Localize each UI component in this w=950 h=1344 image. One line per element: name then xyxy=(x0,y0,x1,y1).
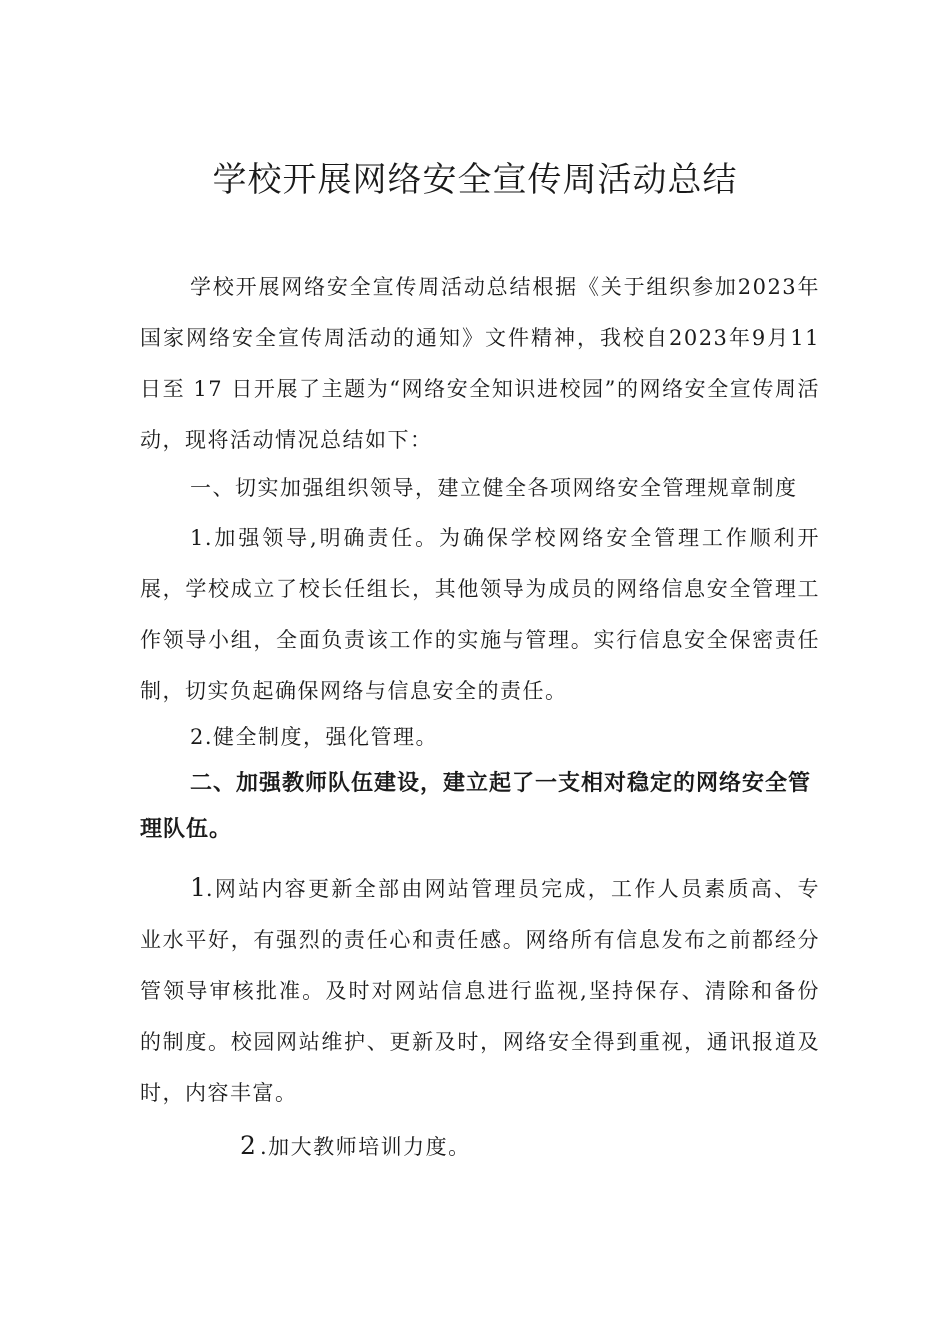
section2-item1-number: 1 xyxy=(190,873,206,902)
document-title: 学校开展网络安全宣传周活动总结 xyxy=(212,160,738,200)
section2-item2-text: .加大教师培训力度。 xyxy=(260,1135,471,1159)
section2-item1-text: .网站内容更新全部由网站管理员完成，工作人员素质高、专业水平好，有强烈的责任心和责任感。网络所有信息发布之前都经分管领导审核批准。及时对网站信息进行监视,坚持保存、清除和备份的制度。校园网站维护、更新及时，网络安全得到重视，通讯报道及时，内容丰富。 xyxy=(140,877,820,1105)
section2-heading: 二、加强教师队伍建设，建立起了一支相对稳定的网络安全管理队伍。 xyxy=(140,771,812,842)
section1-item2: 2.健全制度，强化管理。 xyxy=(190,725,439,749)
section2-item1 xyxy=(140,862,820,1119)
intro-paragraph: 学校开展网络安全宣传周活动总结根据《关于组织参加2023年国家网络安全宣传周活动的通知》文件精神，我校自2023年9月11日至 17 日开展了主题为“网络安全知识进校园”的网络安全宣传周活动，现将活动情况总结如下： xyxy=(140,275,820,452)
section2-item2-number: 2 xyxy=(240,1131,256,1160)
section1-heading: 一、切实加强组织领导，建立健全各项网络安全管理规章制度 xyxy=(190,476,798,500)
section2-item2 xyxy=(140,1120,820,1173)
section1-item1: 1.加强领导,明确责任。为确保学校网络安全管理工作顺利开展，学校成立了校长任组长，其他领导为成员的网络信息安全管理工作领导小组，全面负责该工作的实施与管理。实行信息安全保密责任制，切实负起确保网络与信息安全的责任。 xyxy=(140,526,820,703)
